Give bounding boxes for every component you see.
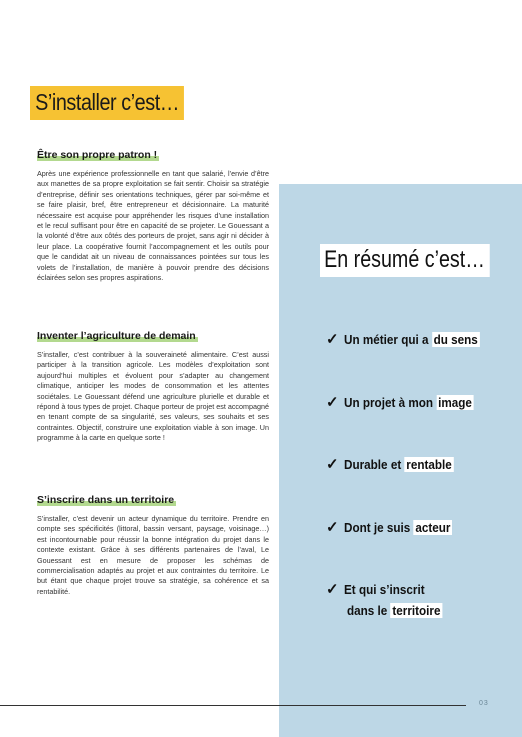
section-body: S’installer, c’est contribuer à la souveraineté alimentaire. C’est aussi participer à la transition agricole. Les modèles d’exploitation sont aujourd’hui multiples et évoluent pour s’adapter au changement climatique, anticiper les modes de consommation et les attentes sociétales. Le Gouessant défend une agriculture plurielle et durable et répond à tous types de projet. Chaque porteur de projet est accompagné en tenant compte de sa singularité, ses valeurs, ses souhaits et ses contraintes. Objectif, construire une exploitation viable à son image. Un programme à la carte en quelque sorte ! <box>37 350 269 443</box>
summary-item-text: dans le <box>347 603 391 618</box>
section-patron <box>37 145 269 283</box>
summary-item-text: Un métier qui a <box>343 332 432 347</box>
check-icon: ✓ <box>326 394 339 411</box>
check-icon: ✓ <box>326 456 339 473</box>
summary-item <box>326 330 494 349</box>
check-icon: ✓ <box>326 581 339 598</box>
summary-item-text: Durable <box>343 457 391 472</box>
summary-item-text: Un projet à mon <box>343 395 436 410</box>
summary-item <box>326 580 433 599</box>
check-icon: ✓ <box>326 331 339 348</box>
section-territoire <box>37 490 269 597</box>
summary-item-line2 <box>347 601 453 620</box>
summary-item-highlight: rentable <box>405 457 452 472</box>
section-body: S’installer, c’est devenir un acteur dynamique du territoire. Prendre en compte ses spécificités (littoral, bassin versant, paysage, voisinage…) est incontournable pour réussir la bonne intégration du projet dans le contexte existant. Grâce à ses différents partenaires de l’aval, Le Gouessant est en mesure de proposer les schémas de commercialisation adaptés au projet et aux contraintes du territoire. Le but étant que chaque projet trouve sa stratégie, sa cohérence et sa rentabilité. <box>37 514 269 596</box>
summary-item <box>326 393 488 412</box>
section-heading: Être son propre patron ! <box>37 149 158 161</box>
section-body: Après une expérience professionnelle en tant que salarié, l’envie d’être aux manettes de sa propre exploitation se fait sentir. Choisir sa stratégie d’entreprise, définir ses orientations techniques, gérer par soi-même et se faire plaisir, bref, être entrepreneur et décisionnaire. La maturité nécessaire est acquise pour appréhender les risques d’une installation et le recul suffisant pour être en capacité de se projeter. Le Gouessant a la volonté d’être aux côtés des porteurs de projet, sans agir ni décider à leur place. La coopérative fournit l’accompagnement et les outils pour que le candidat ait un niveau de connaissances pointées sur tous les volets de l’installation, de manière à pouvoir prendre des décisions éclairées selon ses propres aspirations. <box>37 169 269 283</box>
page-title: S’installer c’est… <box>30 86 184 120</box>
section-heading: S’inscrire dans un territoire <box>37 494 175 506</box>
page-number: 03 <box>479 700 489 707</box>
summary-item-highlight: du sens <box>433 332 478 347</box>
summary-item-text: et <box>390 457 405 472</box>
section-heading: Inventer l’agriculture de demain <box>37 330 196 342</box>
summary-item-text: Dont je suis <box>343 520 414 535</box>
summary-item-highlight: image <box>437 395 472 410</box>
summary-item <box>326 518 464 537</box>
footer-divider <box>0 705 466 706</box>
summary-item-highlight: acteur <box>414 520 451 535</box>
check-icon: ✓ <box>326 519 339 536</box>
section-agriculture <box>37 326 269 444</box>
summary-title: En résumé c’est… <box>320 244 490 277</box>
summary-item <box>326 455 465 474</box>
summary-item-text: Et qui s’inscrit <box>343 582 425 597</box>
summary-item-highlight: territoire <box>392 603 441 618</box>
